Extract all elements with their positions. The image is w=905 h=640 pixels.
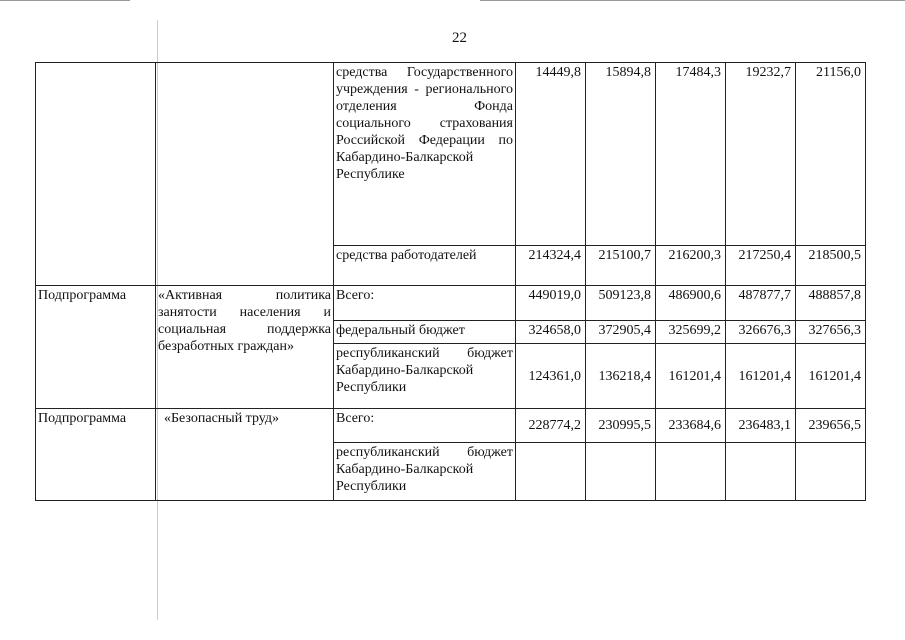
funding-source: средства Государственного учреждения - регионального отделения Фонда социального страхования Российской Федерации по Кабардино-Балкарской Республике — [334, 63, 516, 246]
value-cell: 215100,7 — [586, 246, 656, 286]
value-cell: 216200,3 — [656, 246, 726, 286]
value-cell: 488857,8 — [796, 286, 866, 321]
value-cell — [516, 443, 586, 501]
scan-artifact — [480, 0, 905, 1]
value-cell: 449019,0 — [516, 286, 586, 321]
value-cell — [586, 443, 656, 501]
value-cell: 124361,0 — [516, 344, 586, 409]
value-cell — [656, 443, 726, 501]
value-cell: 19232,7 — [726, 63, 796, 246]
subprogram-type: Подпрограмма — [36, 286, 156, 409]
funding-source: федеральный бюджет — [334, 321, 516, 344]
funding-source: республиканский бюджет Кабардино-Балкарской Республики — [334, 443, 516, 501]
page-number: 22 — [452, 30, 467, 46]
funding-source: Всего: — [334, 286, 516, 321]
value-cell: 161201,4 — [656, 344, 726, 409]
table-row — [36, 409, 866, 443]
value-cell: 14449,8 — [516, 63, 586, 246]
value-cell: 239656,5 — [796, 409, 866, 443]
value-cell: 218500,5 — [796, 246, 866, 286]
value-cell: 17484,3 — [656, 63, 726, 246]
value-cell: 372905,4 — [586, 321, 656, 344]
value-cell: 236483,1 — [726, 409, 796, 443]
value-cell: 161201,4 — [726, 344, 796, 409]
table-row — [36, 63, 866, 246]
subprogram-name: «Безопасный труд» — [156, 409, 334, 501]
value-cell: 326676,3 — [726, 321, 796, 344]
value-cell: 217250,4 — [726, 246, 796, 286]
value-cell: 161201,4 — [796, 344, 866, 409]
value-cell: 325699,2 — [656, 321, 726, 344]
empty-cell — [36, 63, 156, 286]
empty-cell — [156, 63, 334, 286]
subprogram-name: «Активная политика занятости населения и социальная поддержка безработных граждан» — [156, 286, 334, 409]
value-cell: 233684,6 — [656, 409, 726, 443]
funding-source: Всего: — [334, 409, 516, 443]
subprogram-type: Подпрограмма — [36, 409, 156, 501]
value-cell — [796, 443, 866, 501]
value-cell: 228774,2 — [516, 409, 586, 443]
budget-table — [35, 62, 866, 501]
funding-source: средства работодателей — [334, 246, 516, 286]
value-cell: 509123,8 — [586, 286, 656, 321]
value-cell: 136218,4 — [586, 344, 656, 409]
value-cell: 487877,7 — [726, 286, 796, 321]
value-cell: 230995,5 — [586, 409, 656, 443]
value-cell: 486900,6 — [656, 286, 726, 321]
value-cell — [726, 443, 796, 501]
scan-artifact — [0, 0, 130, 1]
funding-source: республиканский бюджет Кабардино-Балкарской Республики — [334, 344, 516, 409]
value-cell: 214324,4 — [516, 246, 586, 286]
value-cell: 324658,0 — [516, 321, 586, 344]
table-row — [36, 286, 866, 321]
value-cell: 21156,0 — [796, 63, 866, 246]
value-cell: 15894,8 — [586, 63, 656, 246]
value-cell: 327656,3 — [796, 321, 866, 344]
